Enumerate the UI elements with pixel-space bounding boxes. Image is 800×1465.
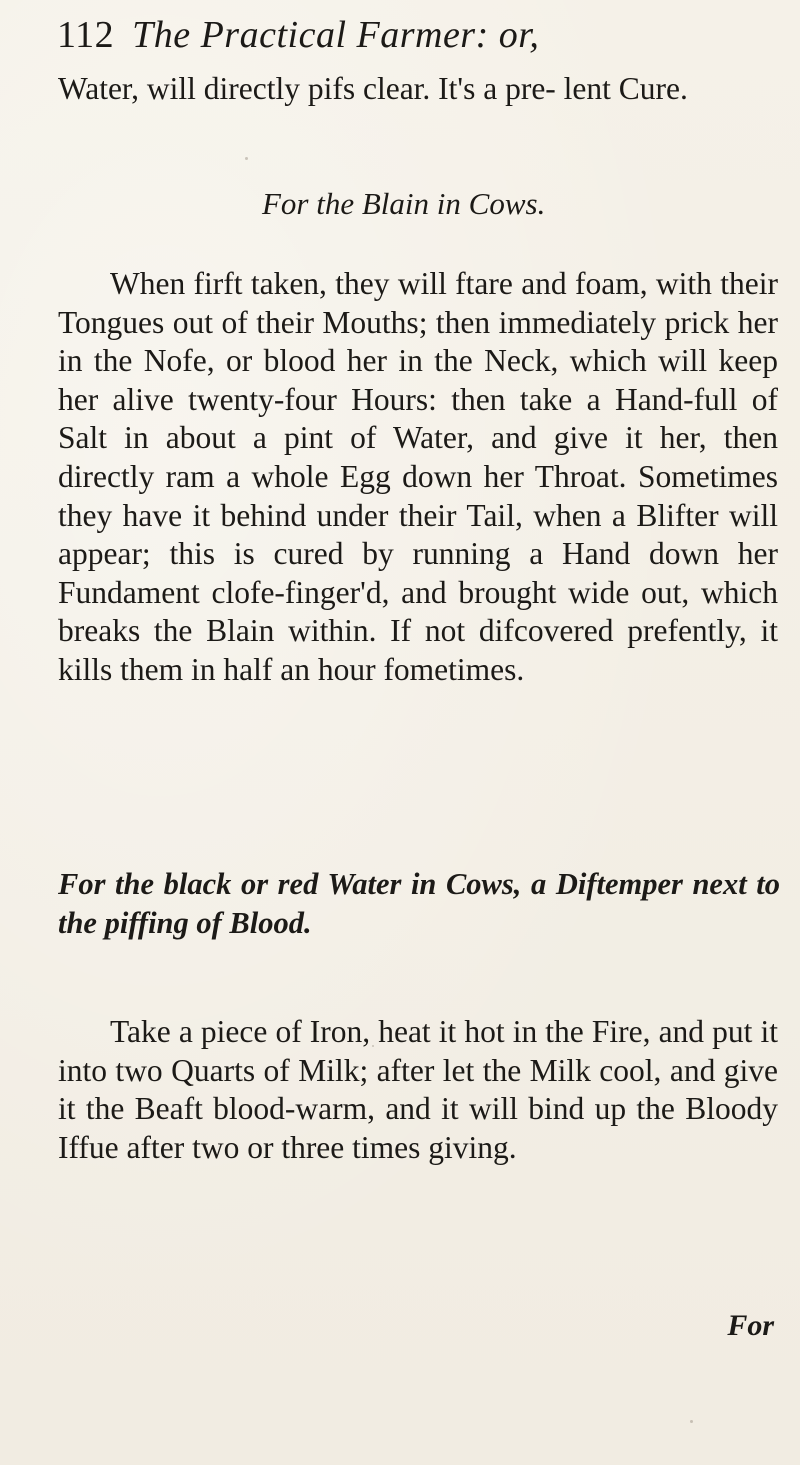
running-title: The Practical Farmer: or,	[132, 14, 540, 56]
catchword: For	[727, 1309, 774, 1342]
paragraph-red-water: Take a piece of Iron, heat it hot in the Fire, and put it into two Quarts of Milk; after let the Milk cool, and give it the Beaft blood-warm, and it will bind up the Bloody Iffue after two or three times giving.	[58, 1014, 778, 1165]
section-heading-red-water: For the black or red Water in Cows, a Diftemper next to the piffing of Blood.	[58, 867, 780, 940]
paper-speck	[245, 157, 248, 160]
section-body-red-water	[58, 1013, 778, 1167]
running-head	[57, 14, 539, 56]
paper-speck	[372, 1045, 374, 1047]
continuation-paragraph	[58, 70, 778, 109]
continuation-text: Water, will directly pifs clear. It's a pre- lent Cure.	[58, 71, 688, 106]
paper-speck	[690, 1420, 693, 1423]
section-heading-blain: For the Blain in Cows.	[262, 186, 546, 221]
section-body-blain	[58, 265, 778, 690]
page-number: 112	[57, 14, 115, 56]
paragraph-blain: When firft taken, they will ftare and foam, with their Tongues out of their Mouths; then immediately prick her in the Nofe, or blood her in the Neck, which will keep her alive twenty-four Hours: then take a Hand-full of Salt in about a pint of Water, and give it her, then directly ram a whole Egg down her Throat. Sometimes they have it behind under their Tail, when a Blifter will appear; this is cured by running a Hand down her Fundament clofe-finger'd, and brought wide out, which breaks the Blain within. If not difcovered prefently, it kills them in half an hour fometimes.	[58, 266, 778, 687]
